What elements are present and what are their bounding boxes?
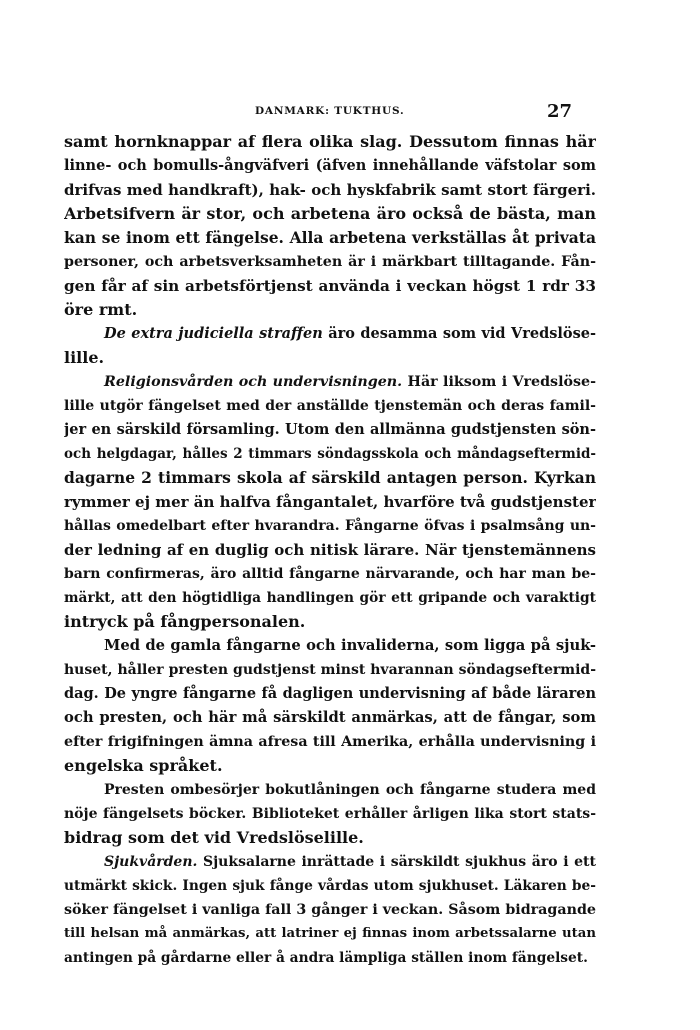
text-line: dagarne 2 timmars skola af särskild antagen person. Kyrkan (64, 468, 596, 487)
text-line: linne- och bomulls-ångväfveri (äfven innehållande väfstolar som (64, 157, 596, 174)
body-text (64, 130, 596, 970)
text-line: till helsan må anmärkas, att latriner ej finnas inom arbetssalarne utan (64, 926, 596, 941)
text-line: och helgdagar, hålles 2 timmars söndagsskola och måndagseftermid- (64, 446, 596, 462)
text-line: huset, håller presten gudstjenst minst hvarannan söndagseftermid- (64, 662, 596, 678)
text-line: engelska språket. (64, 756, 223, 775)
running-head: DANMARK: TUKTHUS. (255, 105, 405, 117)
text-line: och presten, och här må särskildt anmärkas, att de fångar, som (64, 709, 596, 726)
text-line: dag. De yngre fångarne få dagligen undervisning af både läraren (64, 685, 596, 702)
text-line: antingen på gårdarne eller å andra lämpliga ställen inom fängelset. (64, 950, 588, 966)
text-line: bidrag som det vid Vredslöselille. (64, 828, 364, 847)
text-line (64, 850, 596, 874)
text-line: barn confirmeras, äro alltid fångarne närvarande, och har man be- (64, 566, 596, 582)
text-line: lille. (64, 348, 105, 367)
paragraph-healthcare (64, 850, 596, 970)
italic-heading: Sjukvården. (104, 854, 198, 870)
text-line: nöje fängelsets böcker. Biblioteket erhåller årligen lika stort stats- (64, 806, 596, 822)
text-line: Med de gamla fångarne och invaliderna, som ligga på sjuk- (104, 637, 596, 654)
page-number: 27 (547, 101, 573, 122)
text-line: gen får af sin arbetsförtjenst använda i veckan högst 1 rdr 33 (64, 277, 596, 295)
italic-heading: Religionsvården och undervisningen. (104, 374, 403, 390)
text-line: jer en särskild församling. Utom den allmänna gudstjensten sön- (64, 421, 596, 438)
text-line: Arbetsifvern är stor, och arbetena äro också de bästa, man (64, 204, 596, 223)
paragraph-work (64, 130, 596, 322)
text-line: lille utgör fängelset med der anställde tjenstemän och deras famil- (64, 398, 596, 414)
page-header (0, 101, 700, 123)
line-text: äro desamma som vid Vredslöse- (322, 325, 596, 342)
text-line: söker fängelset i vanliga fall 3 gånger i veckan. Såsom bidragande (64, 902, 596, 918)
paragraph-elderly (64, 634, 596, 778)
paragraph-religion (64, 370, 596, 634)
text-line (64, 370, 596, 394)
paragraph-punishments (64, 322, 596, 370)
text-line: kan se inom ett fängelse. Alla arbetena verkställas åt privata (64, 228, 596, 247)
text-line: rymmer ej mer än halfva fångantalet, hvarföre två gudstjenster (64, 493, 596, 511)
text-line: personer, och arbetsverksamheten är i märkbart tilltagande. Fån- (64, 254, 596, 270)
text-line: intryck på fångpersonalen. (64, 612, 306, 631)
text-line: drifvas med handkraft), hak- och hyskfabrik samt stort färgeri. (64, 181, 596, 199)
text-line: hållas omedelbart efter hvarandra. Fångarne öfvas i psalmsång un- (64, 518, 596, 534)
text-line (64, 322, 596, 346)
text-line: der ledning af en duglig och nitisk lärare. När tjenstemännens (64, 541, 596, 559)
text-line: Presten ombesörjer bokutlåningen och fångarne studera med (104, 782, 596, 798)
text-line: öre rmt. (64, 300, 138, 319)
text-line: efter frigifningen ämna afresa till Amerika, erhålla undervisning i (64, 734, 596, 750)
text-line: samt hornknappar af flera olika slag. Dessutom finnas här (64, 132, 596, 151)
line-text: Sjuksalarne inrättade i särskildt sjukhus äro i ett (197, 854, 596, 870)
text-line: utmärkt skick. Ingen sjuk fånge vårdas utom sjukhuset. Läkaren be- (64, 878, 596, 894)
paragraph-library (64, 778, 596, 850)
text-line: märkt, att den högtidliga handlingen gör ett gripande och varaktigt (64, 590, 596, 606)
italic-heading: De extra judiciella straffen (104, 325, 323, 342)
line-text: Här liksom i Vredslöse- (402, 374, 596, 390)
